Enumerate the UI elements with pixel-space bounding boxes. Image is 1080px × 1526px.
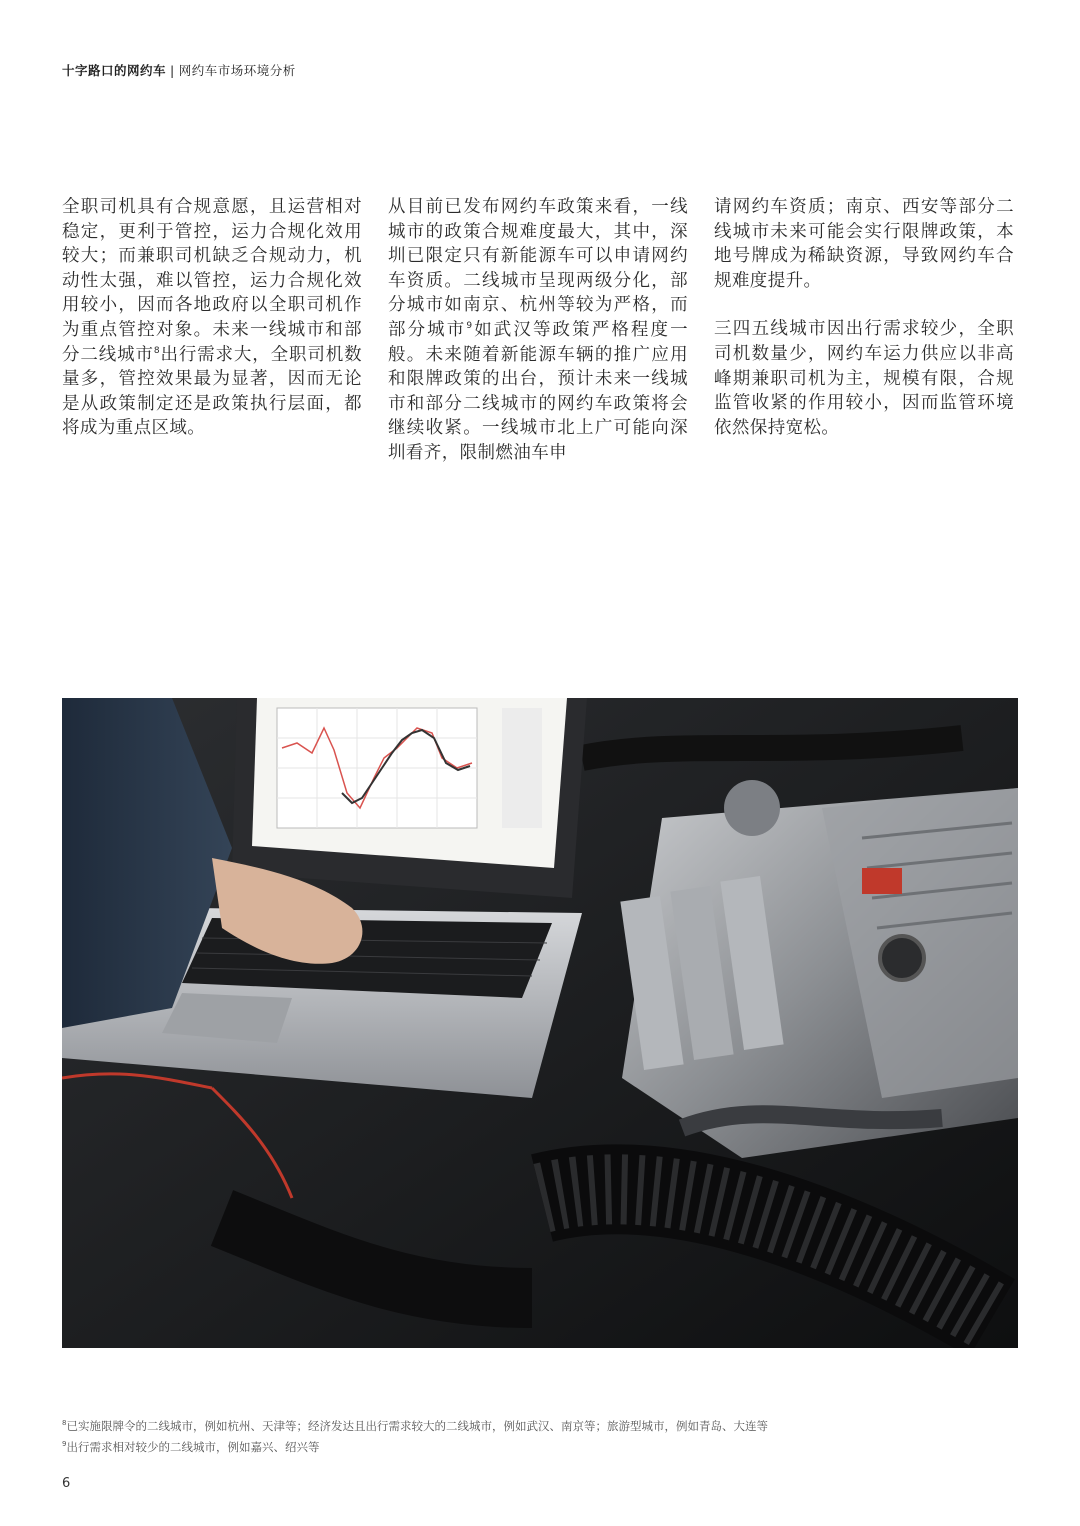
- text-column-2: [388, 195, 688, 466]
- footnote-ref-8[interactable]: 8: [153, 345, 160, 356]
- header-separator: |: [170, 63, 175, 78]
- paragraph-text: 全职司机具有合规意愿，且运营相对稳定，更利于管控，运力合规化效用较大；而兼职司机缺乏合规动力，机动性太强，难以管控，运力合规化效用较小，因而各地政府以全职司机作为重点管控对象。未来一线城市和部分二线城市: [62, 197, 362, 365]
- text-column-3: [714, 195, 1014, 440]
- footnote-9: [62, 1435, 768, 1456]
- footnote-8: [62, 1414, 768, 1435]
- paragraph: [388, 195, 688, 466]
- section-title: 网约车市场环境分析: [178, 63, 296, 78]
- report-title: 十字路口的网约车: [62, 63, 167, 78]
- engine-diagnostics-photo: [62, 698, 1018, 1348]
- footnote-mark: 9: [62, 1439, 67, 1448]
- red-label: [862, 868, 902, 894]
- paragraph-text: 出行需求大，全职司机数量多，管控效果最为显著，因而无论是从政策制定还是政策执行层面，都将成为重点区域。: [62, 344, 363, 439]
- text-column-1: [62, 195, 362, 441]
- paragraph-text: 从目前已发布网约车政策来看，一线城市的政策合规难度最大，其中，深圳已限定只有新能源车可以申请网约车资质。二线城市呈现两级分化，部分城市如南京、杭州等较为严格，而部分城市: [388, 197, 688, 340]
- running-header: [62, 61, 296, 79]
- paragraph: 请网约车资质；南京、西安等部分二线城市未来可能会实行限牌政策，本地号牌成为稀缺资源，导致网约车合规难度提升。: [714, 197, 1014, 291]
- paragraph: 三四五线城市因出行需求较少，全职司机数量少，网约车运力供应以非高峰期兼职司机为主，规模有限，合规监管收紧的作用较小，因而监管环境依然保持宽松。: [714, 319, 1014, 438]
- paragraph: [62, 195, 362, 441]
- footnote-text: 出行需求相对较少的二线城市，例如嘉兴、绍兴等: [66, 1439, 320, 1454]
- page-number: 6: [62, 1476, 71, 1491]
- footnote-text: 已实施限牌令的二线城市，例如杭州、天津等；经济发达且出行需求较大的二线城市，例如武汉、南京等；旅游型城市，例如青岛、大连等: [66, 1418, 768, 1433]
- footnotes: [62, 1414, 768, 1456]
- footnote-mark: 8: [62, 1419, 67, 1427]
- screen-chart: [277, 708, 542, 828]
- oil-cap: [880, 936, 924, 980]
- photo-illustration: [62, 698, 1018, 1348]
- paragraph-text: 如武汉等政策严格程度一般。未来随着新能源车辆的推广应用和限牌政策的出台，预计未来一线城市和部分二线城市的网约车政策将会继续收紧。一线城市北上广可能向深圳看齐，限制燃油车申: [388, 319, 688, 463]
- footnote-ref-9[interactable]: 9: [466, 321, 473, 332]
